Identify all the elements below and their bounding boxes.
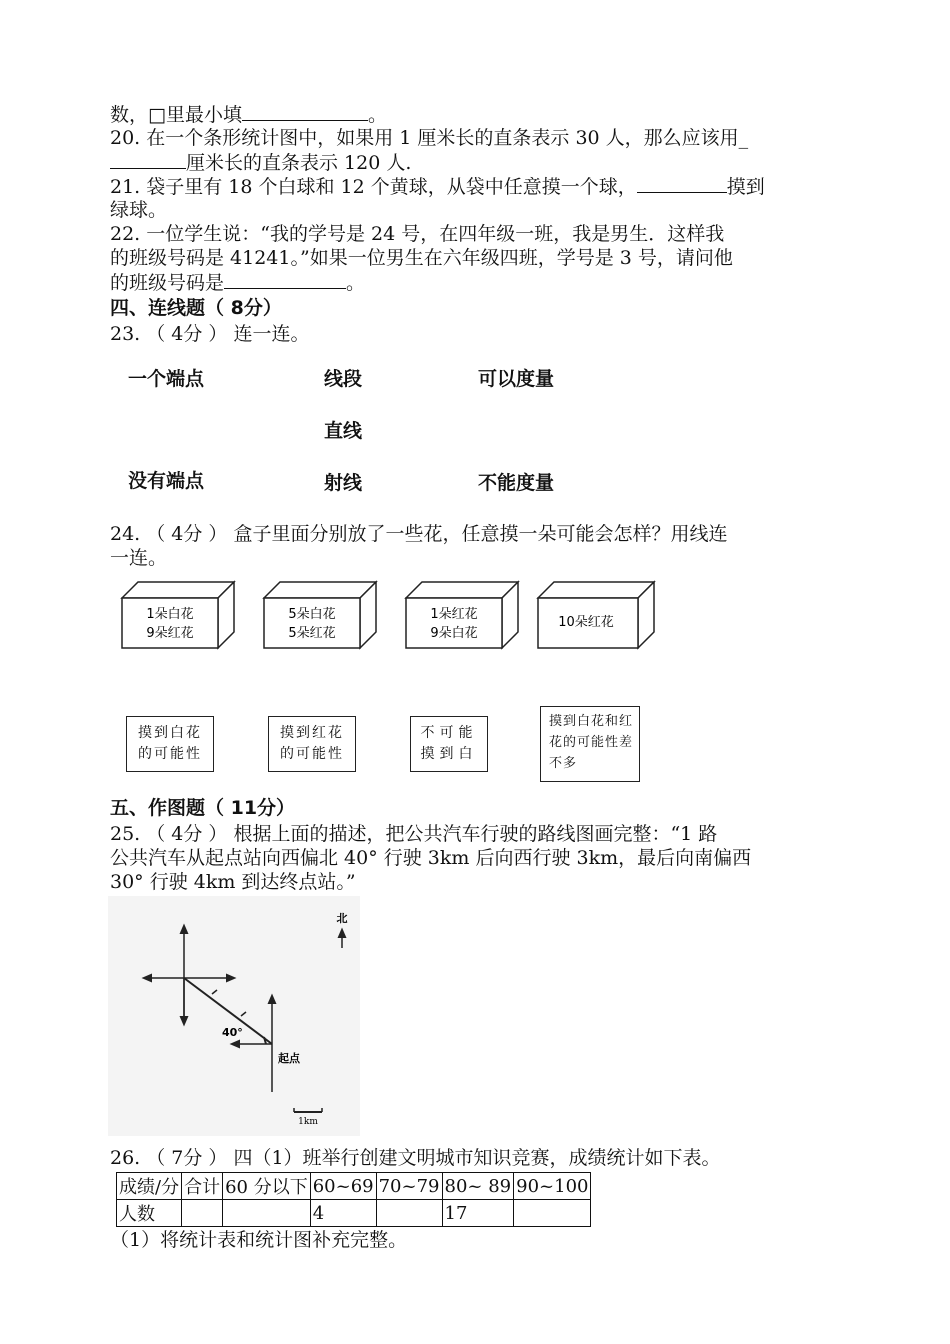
table-cell[interactable]: 17 bbox=[442, 1200, 514, 1227]
q23-mid-1[interactable]: 线段 bbox=[324, 368, 363, 390]
table-cell[interactable] bbox=[223, 1200, 311, 1227]
header-cell: 60~69 bbox=[310, 1173, 376, 1200]
north-label: 北 bbox=[336, 912, 348, 925]
table-row bbox=[117, 1200, 591, 1227]
svg-text:10朵红花: 10朵红花 bbox=[558, 615, 614, 630]
q25-line1: 25. （ 4分 ） 根据上面的描述，把公共汽车行驶的路线图画完整：“1 路 bbox=[110, 823, 718, 845]
table-cell[interactable]: 4 bbox=[310, 1200, 376, 1227]
q23-right-1[interactable]: 可以度量 bbox=[478, 368, 555, 390]
svg-text:5朵红花: 5朵红花 bbox=[288, 626, 336, 641]
q23-left-1[interactable]: 一个端点 bbox=[128, 368, 205, 390]
q22-line2: 的班级号码是 41241。”如果一位男生在六年级四班，学号是 3 号，请问他 bbox=[110, 247, 733, 269]
table-cell[interactable] bbox=[514, 1200, 591, 1227]
scale-label: 1km bbox=[298, 1117, 318, 1127]
table-cell[interactable] bbox=[376, 1200, 442, 1227]
header-cell: 80~ 89 bbox=[442, 1173, 514, 1200]
svg-text:1朵白花: 1朵白花 bbox=[146, 607, 194, 622]
header-cell: 90~100 bbox=[514, 1173, 591, 1200]
q23-stem: 23. （ 4分 ） 连一连。 bbox=[110, 323, 310, 345]
q24-stem-2: 一连。 bbox=[110, 547, 168, 569]
flower-box-2[interactable] bbox=[260, 580, 380, 652]
q24-stem-1: 24. （ 4分 ） 盒子里面分别放了一些花，任意摸一朵可能会怎样？用线连 bbox=[110, 523, 728, 545]
svg-text:9朵红花: 9朵红花 bbox=[146, 626, 194, 641]
q20-line1: 20. 在一个条形统计图中，如果用 1 厘米长的直条表示 30 人，那么应该用_ bbox=[110, 127, 749, 149]
q25-line2: 公共汽车从起点站向西偏北 40° 行驶 3km 后向西行驶 3km，最后向南偏西 bbox=[110, 847, 752, 869]
route-map[interactable] bbox=[108, 896, 360, 1136]
q20-line2: 厘米长的直条表示 120 人. bbox=[110, 150, 411, 175]
section5-title: 五、作图题（ 11分） bbox=[110, 797, 296, 819]
q25-line3: 30° 行驶 4km 到达终点站。” bbox=[110, 871, 356, 893]
outcome-card-3[interactable]: 不可能 摸到白 bbox=[410, 716, 488, 772]
flower-box-3[interactable] bbox=[402, 580, 522, 652]
flower-box-1[interactable] bbox=[118, 580, 238, 652]
outcome-card-1[interactable]: 摸到白花 的可能性 bbox=[126, 716, 214, 772]
row-label: 人数 bbox=[117, 1200, 182, 1227]
flower-box-4[interactable] bbox=[534, 580, 658, 652]
q21-line2: 绿球。 bbox=[110, 199, 168, 221]
header-cell: 合计 bbox=[182, 1173, 223, 1200]
answer-blank[interactable] bbox=[637, 174, 727, 193]
svg-text:1朵红花: 1朵红花 bbox=[430, 607, 478, 622]
q22-line1: 22. 一位学生说：“我的学号是 24 号，在四年级一班，我是男生．这样我 bbox=[110, 223, 725, 245]
q23-right-2[interactable]: 不能度量 bbox=[478, 472, 555, 494]
header-cell: 60 分以下 bbox=[223, 1173, 311, 1200]
table-header-row bbox=[117, 1173, 591, 1200]
angle-label: 40° bbox=[222, 1026, 243, 1039]
start-label: 起点 bbox=[278, 1052, 300, 1065]
answer-blank[interactable] bbox=[224, 270, 346, 289]
svg-text:9朵白花: 9朵白花 bbox=[430, 626, 478, 641]
section4-title: 四、连线题（ 8分） bbox=[110, 297, 282, 319]
q19-tail: 数，□里最小填 。 bbox=[110, 104, 387, 126]
answer-blank[interactable] bbox=[242, 102, 368, 121]
q21-line1: 21. 袋子里有 18 个白球和 12 个黄球，从袋中任意摸一个球， 摸到 bbox=[110, 176, 765, 198]
q23-mid-3[interactable]: 射线 bbox=[324, 472, 363, 494]
q26-sub1: （1）将统计表和统计图补充完整。 bbox=[110, 1229, 408, 1251]
table-cell[interactable] bbox=[182, 1200, 223, 1227]
outcome-card-4[interactable]: 摸到白花和红 花的可能性差 不多 bbox=[540, 706, 640, 782]
score-table bbox=[116, 1172, 591, 1227]
q23-mid-2[interactable]: 直线 bbox=[324, 420, 363, 442]
svg-text:5朵白花: 5朵白花 bbox=[288, 607, 336, 622]
q26-stem: 26. （ 7分 ） 四（1）班举行创建文明城市知识竞赛，成绩统计如下表。 bbox=[110, 1147, 721, 1169]
outcome-card-2[interactable]: 摸到红花 的可能性 bbox=[268, 716, 356, 772]
header-cell: 70~79 bbox=[376, 1173, 442, 1200]
header-cell: 成绩/分 bbox=[117, 1173, 182, 1200]
answer-blank[interactable] bbox=[110, 150, 186, 169]
q22-line3: 的班级号码是 。 bbox=[110, 272, 366, 294]
q23-left-2[interactable]: 没有端点 bbox=[128, 470, 205, 492]
